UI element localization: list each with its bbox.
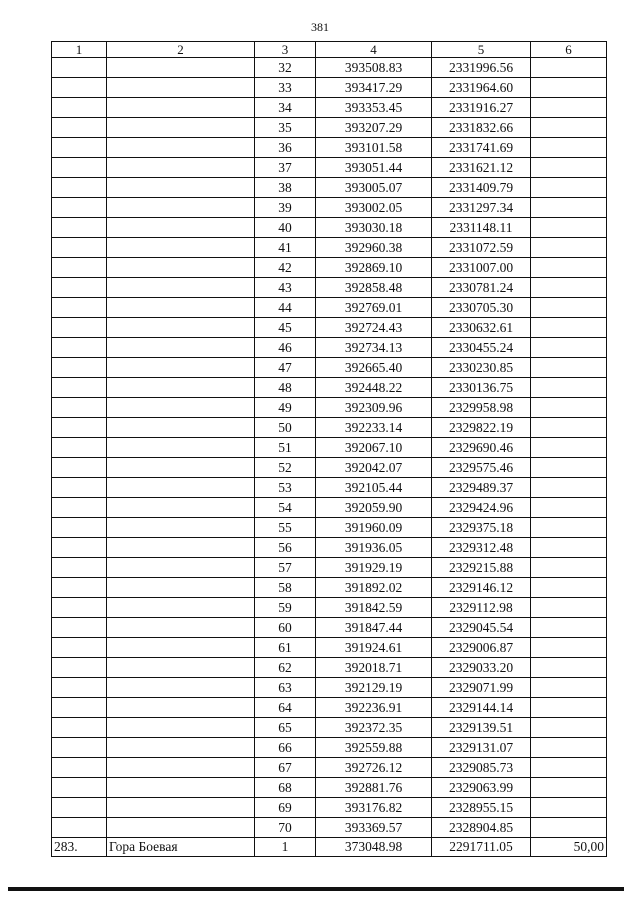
x-coordinate-cell: 392869.10 [316, 258, 432, 278]
row-empty-col-6 [531, 558, 607, 578]
x-coordinate-cell: 392726.12 [316, 758, 432, 778]
x-coordinate-cell: 392559.88 [316, 738, 432, 758]
point-number-cell: 44 [255, 298, 316, 318]
y-coordinate-cell: 2329131.07 [432, 738, 531, 758]
row-empty-col-1 [52, 178, 107, 198]
row-empty-col-2 [107, 278, 255, 298]
point-number-cell: 62 [255, 658, 316, 678]
y-coordinate-cell: 2330455.24 [432, 338, 531, 358]
table-row [52, 478, 607, 498]
row-empty-col-2 [107, 478, 255, 498]
table-row [52, 718, 607, 738]
y-coordinate-cell: 2329033.20 [432, 658, 531, 678]
table-row [52, 198, 607, 218]
row-empty-col-2 [107, 298, 255, 318]
row-empty-col-1 [52, 558, 107, 578]
x-coordinate-cell: 392448.22 [316, 378, 432, 398]
table-row [52, 58, 607, 78]
row-empty-col-6 [531, 738, 607, 758]
y-coordinate-cell: 2331741.69 [432, 138, 531, 158]
row-empty-col-1 [52, 678, 107, 698]
table-row [52, 598, 607, 618]
table-row [52, 758, 607, 778]
point-number-cell: 59 [255, 598, 316, 618]
y-coordinate-cell: 2329424.96 [432, 498, 531, 518]
point-number-cell: 70 [255, 818, 316, 838]
point-number-cell: 39 [255, 198, 316, 218]
point-number-cell: 35 [255, 118, 316, 138]
table-body [52, 58, 607, 857]
row-empty-col-2 [107, 538, 255, 558]
row-empty-col-6 [531, 398, 607, 418]
x-coordinate-cell: 391842.59 [316, 598, 432, 618]
x-coordinate-cell: 393051.44 [316, 158, 432, 178]
table-row [52, 798, 607, 818]
y-coordinate-cell: 2331072.59 [432, 238, 531, 258]
row-empty-col-2 [107, 238, 255, 258]
row-empty-col-2 [107, 178, 255, 198]
row-empty-col-2 [107, 658, 255, 678]
table-row [52, 138, 607, 158]
area-cell: 50,00 [531, 838, 607, 857]
row-empty-col-1 [52, 398, 107, 418]
x-coordinate-cell: 392129.19 [316, 678, 432, 698]
x-coordinate-cell: 393101.58 [316, 138, 432, 158]
row-empty-col-6 [531, 258, 607, 278]
row-empty-col-2 [107, 758, 255, 778]
x-coordinate-cell: 373048.98 [316, 838, 432, 857]
x-coordinate-cell: 391924.61 [316, 638, 432, 658]
y-coordinate-cell: 2329489.37 [432, 478, 531, 498]
table-row [52, 738, 607, 758]
y-coordinate-cell: 2291711.05 [432, 838, 531, 857]
x-coordinate-cell: 392881.76 [316, 778, 432, 798]
row-empty-col-1 [52, 358, 107, 378]
header-col-4: 4 [316, 42, 432, 58]
y-coordinate-cell: 2329139.51 [432, 718, 531, 738]
row-empty-col-6 [531, 638, 607, 658]
row-empty-col-6 [531, 118, 607, 138]
y-coordinate-cell: 2330632.61 [432, 318, 531, 338]
point-number-cell: 53 [255, 478, 316, 498]
row-empty-col-2 [107, 218, 255, 238]
row-empty-col-1 [52, 818, 107, 838]
row-empty-col-1 [52, 258, 107, 278]
row-empty-col-2 [107, 598, 255, 618]
row-empty-col-1 [52, 778, 107, 798]
x-coordinate-cell: 392665.40 [316, 358, 432, 378]
row-empty-col-6 [531, 238, 607, 258]
row-empty-col-1 [52, 798, 107, 818]
row-empty-col-1 [52, 418, 107, 438]
row-empty-col-6 [531, 358, 607, 378]
row-empty-col-6 [531, 178, 607, 198]
x-coordinate-cell: 393176.82 [316, 798, 432, 818]
row-empty-col-6 [531, 758, 607, 778]
y-coordinate-cell: 2329144.14 [432, 698, 531, 718]
row-empty-col-2 [107, 58, 255, 78]
y-coordinate-cell: 2329375.18 [432, 518, 531, 538]
y-coordinate-cell: 2331832.66 [432, 118, 531, 138]
point-number-cell: 56 [255, 538, 316, 558]
row-empty-col-6 [531, 318, 607, 338]
table-row [52, 258, 607, 278]
y-coordinate-cell: 2329085.73 [432, 758, 531, 778]
row-empty-col-1 [52, 658, 107, 678]
row-empty-col-1 [52, 58, 107, 78]
x-coordinate-cell: 393002.05 [316, 198, 432, 218]
y-coordinate-cell: 2329071.99 [432, 678, 531, 698]
row-empty-col-1 [52, 118, 107, 138]
x-coordinate-cell: 393369.57 [316, 818, 432, 838]
point-number-cell: 41 [255, 238, 316, 258]
point-number-cell: 37 [255, 158, 316, 178]
point-number-cell: 65 [255, 718, 316, 738]
table-row [52, 178, 607, 198]
table-row [52, 638, 607, 658]
row-empty-col-1 [52, 598, 107, 618]
row-empty-col-6 [531, 518, 607, 538]
point-number-cell: 63 [255, 678, 316, 698]
point-number-cell: 54 [255, 498, 316, 518]
point-number-cell: 57 [255, 558, 316, 578]
row-empty-col-6 [531, 198, 607, 218]
row-empty-col-6 [531, 138, 607, 158]
point-number-cell: 69 [255, 798, 316, 818]
object-name-cell: Гора Боевая [107, 838, 255, 857]
table-row [52, 498, 607, 518]
row-empty-col-1 [52, 138, 107, 158]
row-empty-col-6 [531, 98, 607, 118]
header-col-3: 3 [255, 42, 316, 58]
row-empty-col-6 [531, 618, 607, 638]
x-coordinate-cell: 392018.71 [316, 658, 432, 678]
table-row [52, 698, 607, 718]
row-empty-col-2 [107, 118, 255, 138]
x-coordinate-cell: 391929.19 [316, 558, 432, 578]
y-coordinate-cell: 2331007.00 [432, 258, 531, 278]
row-empty-col-6 [531, 718, 607, 738]
row-empty-col-2 [107, 778, 255, 798]
point-number-cell: 45 [255, 318, 316, 338]
row-empty-col-6 [531, 418, 607, 438]
table-row-283 [52, 838, 607, 857]
point-number-cell: 36 [255, 138, 316, 158]
row-empty-col-1 [52, 318, 107, 338]
row-empty-col-2 [107, 338, 255, 358]
x-coordinate-cell: 393005.07 [316, 178, 432, 198]
table-row [52, 558, 607, 578]
x-coordinate-cell: 393030.18 [316, 218, 432, 238]
point-number-cell: 68 [255, 778, 316, 798]
row-empty-col-2 [107, 818, 255, 838]
row-empty-col-1 [52, 518, 107, 538]
row-empty-col-6 [531, 438, 607, 458]
header-col-6: 6 [531, 42, 607, 58]
x-coordinate-cell: 392042.07 [316, 458, 432, 478]
point-number-cell: 46 [255, 338, 316, 358]
point-number-cell: 32 [255, 58, 316, 78]
y-coordinate-cell: 2330230.85 [432, 358, 531, 378]
x-coordinate-cell: 392858.48 [316, 278, 432, 298]
y-coordinate-cell: 2329958.98 [432, 398, 531, 418]
row-empty-col-2 [107, 138, 255, 158]
y-coordinate-cell: 2331916.27 [432, 98, 531, 118]
table-row [52, 658, 607, 678]
table-row [52, 618, 607, 638]
y-coordinate-cell: 2329575.46 [432, 458, 531, 478]
coordinates-table [51, 41, 607, 857]
row-empty-col-2 [107, 258, 255, 278]
y-coordinate-cell: 2329146.12 [432, 578, 531, 598]
row-empty-col-2 [107, 798, 255, 818]
table-row [52, 98, 607, 118]
row-empty-col-1 [52, 338, 107, 358]
table-row [52, 78, 607, 98]
row-empty-col-6 [531, 58, 607, 78]
table-row [52, 238, 607, 258]
row-empty-col-1 [52, 98, 107, 118]
table-row [52, 398, 607, 418]
point-number-cell: 48 [255, 378, 316, 398]
row-empty-col-2 [107, 398, 255, 418]
y-coordinate-cell: 2330136.75 [432, 378, 531, 398]
point-number-cell: 34 [255, 98, 316, 118]
x-coordinate-cell: 392309.96 [316, 398, 432, 418]
point-number-cell: 55 [255, 518, 316, 538]
row-empty-col-2 [107, 158, 255, 178]
table-row [52, 538, 607, 558]
row-empty-col-2 [107, 418, 255, 438]
x-coordinate-cell: 393207.29 [316, 118, 432, 138]
row-empty-col-2 [107, 578, 255, 598]
row-empty-col-2 [107, 558, 255, 578]
row-empty-col-2 [107, 718, 255, 738]
point-number-cell: 52 [255, 458, 316, 478]
y-coordinate-cell: 2331148.11 [432, 218, 531, 238]
row-empty-col-6 [531, 298, 607, 318]
bottom-rule [8, 887, 624, 891]
point-number-cell: 49 [255, 398, 316, 418]
row-empty-col-2 [107, 358, 255, 378]
row-empty-col-2 [107, 378, 255, 398]
table-row [52, 118, 607, 138]
row-empty-col-2 [107, 618, 255, 638]
table-row [52, 338, 607, 358]
row-empty-col-1 [52, 198, 107, 218]
point-number-cell: 58 [255, 578, 316, 598]
table-row [52, 378, 607, 398]
row-empty-col-1 [52, 618, 107, 638]
row-empty-col-1 [52, 718, 107, 738]
row-empty-col-6 [531, 658, 607, 678]
point-number-cell: 61 [255, 638, 316, 658]
point-number-cell: 1 [255, 838, 316, 857]
row-empty-col-1 [52, 238, 107, 258]
row-empty-col-6 [531, 338, 607, 358]
y-coordinate-cell: 2328955.15 [432, 798, 531, 818]
y-coordinate-cell: 2329215.88 [432, 558, 531, 578]
point-number-cell: 64 [255, 698, 316, 718]
y-coordinate-cell: 2329690.46 [432, 438, 531, 458]
row-empty-col-1 [52, 538, 107, 558]
x-coordinate-cell: 392105.44 [316, 478, 432, 498]
row-empty-col-6 [531, 538, 607, 558]
table-row [52, 358, 607, 378]
row-empty-col-1 [52, 78, 107, 98]
row-empty-col-6 [531, 778, 607, 798]
row-empty-col-6 [531, 818, 607, 838]
row-empty-col-1 [52, 298, 107, 318]
point-number-cell: 51 [255, 438, 316, 458]
row-empty-col-2 [107, 78, 255, 98]
row-empty-col-1 [52, 218, 107, 238]
table-header-row [52, 42, 607, 58]
row-empty-col-1 [52, 758, 107, 778]
row-empty-col-6 [531, 598, 607, 618]
point-number-cell: 50 [255, 418, 316, 438]
table-row [52, 418, 607, 438]
row-empty-col-1 [52, 438, 107, 458]
row-empty-col-1 [52, 698, 107, 718]
x-coordinate-cell: 391847.44 [316, 618, 432, 638]
y-coordinate-cell: 2329063.99 [432, 778, 531, 798]
point-number-cell: 47 [255, 358, 316, 378]
table-row [52, 438, 607, 458]
row-empty-col-2 [107, 98, 255, 118]
row-empty-col-2 [107, 738, 255, 758]
y-coordinate-cell: 2331996.56 [432, 58, 531, 78]
y-coordinate-cell: 2328904.85 [432, 818, 531, 838]
row-empty-col-2 [107, 638, 255, 658]
x-coordinate-cell: 392960.38 [316, 238, 432, 258]
row-empty-col-2 [107, 438, 255, 458]
point-number-cell: 60 [255, 618, 316, 638]
table-row [52, 578, 607, 598]
x-coordinate-cell: 392734.13 [316, 338, 432, 358]
x-coordinate-cell: 392067.10 [316, 438, 432, 458]
point-number-cell: 33 [255, 78, 316, 98]
table-row [52, 778, 607, 798]
y-coordinate-cell: 2329112.98 [432, 598, 531, 618]
row-empty-col-2 [107, 678, 255, 698]
table-row [52, 678, 607, 698]
table-row [52, 818, 607, 838]
point-number-cell: 42 [255, 258, 316, 278]
row-empty-col-6 [531, 218, 607, 238]
y-coordinate-cell: 2330781.24 [432, 278, 531, 298]
row-empty-col-1 [52, 158, 107, 178]
y-coordinate-cell: 2330705.30 [432, 298, 531, 318]
point-number-cell: 38 [255, 178, 316, 198]
table-row [52, 298, 607, 318]
y-coordinate-cell: 2329822.19 [432, 418, 531, 438]
table-row [52, 278, 607, 298]
row-empty-col-1 [52, 498, 107, 518]
header-col-5: 5 [432, 42, 531, 58]
row-empty-col-2 [107, 518, 255, 538]
x-coordinate-cell: 393417.29 [316, 78, 432, 98]
row-empty-col-6 [531, 798, 607, 818]
x-coordinate-cell: 391892.02 [316, 578, 432, 598]
row-empty-col-2 [107, 698, 255, 718]
point-number-cell: 40 [255, 218, 316, 238]
row-empty-col-1 [52, 378, 107, 398]
x-coordinate-cell: 392769.01 [316, 298, 432, 318]
x-coordinate-cell: 391936.05 [316, 538, 432, 558]
row-empty-col-1 [52, 578, 107, 598]
row-empty-col-6 [531, 278, 607, 298]
row-empty-col-6 [531, 698, 607, 718]
x-coordinate-cell: 393508.83 [316, 58, 432, 78]
table-row [52, 158, 607, 178]
table-row [52, 458, 607, 478]
y-coordinate-cell: 2329045.54 [432, 618, 531, 638]
row-empty-col-1 [52, 478, 107, 498]
row-empty-col-6 [531, 678, 607, 698]
y-coordinate-cell: 2331409.79 [432, 178, 531, 198]
table-row [52, 318, 607, 338]
table-row [52, 518, 607, 538]
row-empty-col-2 [107, 198, 255, 218]
header-col-1: 1 [52, 42, 107, 58]
x-coordinate-cell: 392236.91 [316, 698, 432, 718]
x-coordinate-cell: 393353.45 [316, 98, 432, 118]
point-number-cell: 43 [255, 278, 316, 298]
point-number-cell: 66 [255, 738, 316, 758]
y-coordinate-cell: 2331964.60 [432, 78, 531, 98]
header-col-2: 2 [107, 42, 255, 58]
row-empty-col-1 [52, 638, 107, 658]
page-number: 381 [311, 20, 329, 34]
x-coordinate-cell: 392372.35 [316, 718, 432, 738]
row-empty-col-6 [531, 478, 607, 498]
table-row [52, 218, 607, 238]
y-coordinate-cell: 2329006.87 [432, 638, 531, 658]
row-empty-col-2 [107, 498, 255, 518]
row-empty-col-6 [531, 78, 607, 98]
x-coordinate-cell: 392059.90 [316, 498, 432, 518]
row-empty-col-2 [107, 458, 255, 478]
row-empty-col-6 [531, 578, 607, 598]
x-coordinate-cell: 391960.09 [316, 518, 432, 538]
y-coordinate-cell: 2331621.12 [432, 158, 531, 178]
row-empty-col-6 [531, 498, 607, 518]
row-empty-col-1 [52, 458, 107, 478]
row-empty-col-6 [531, 158, 607, 178]
y-coordinate-cell: 2329312.48 [432, 538, 531, 558]
y-coordinate-cell: 2331297.34 [432, 198, 531, 218]
point-number-cell: 67 [255, 758, 316, 778]
x-coordinate-cell: 392233.14 [316, 418, 432, 438]
row-empty-col-1 [52, 278, 107, 298]
row-empty-col-1 [52, 738, 107, 758]
row-empty-col-6 [531, 378, 607, 398]
object-number-cell: 283. [52, 838, 107, 857]
row-empty-col-6 [531, 458, 607, 478]
x-coordinate-cell: 392724.43 [316, 318, 432, 338]
row-empty-col-2 [107, 318, 255, 338]
